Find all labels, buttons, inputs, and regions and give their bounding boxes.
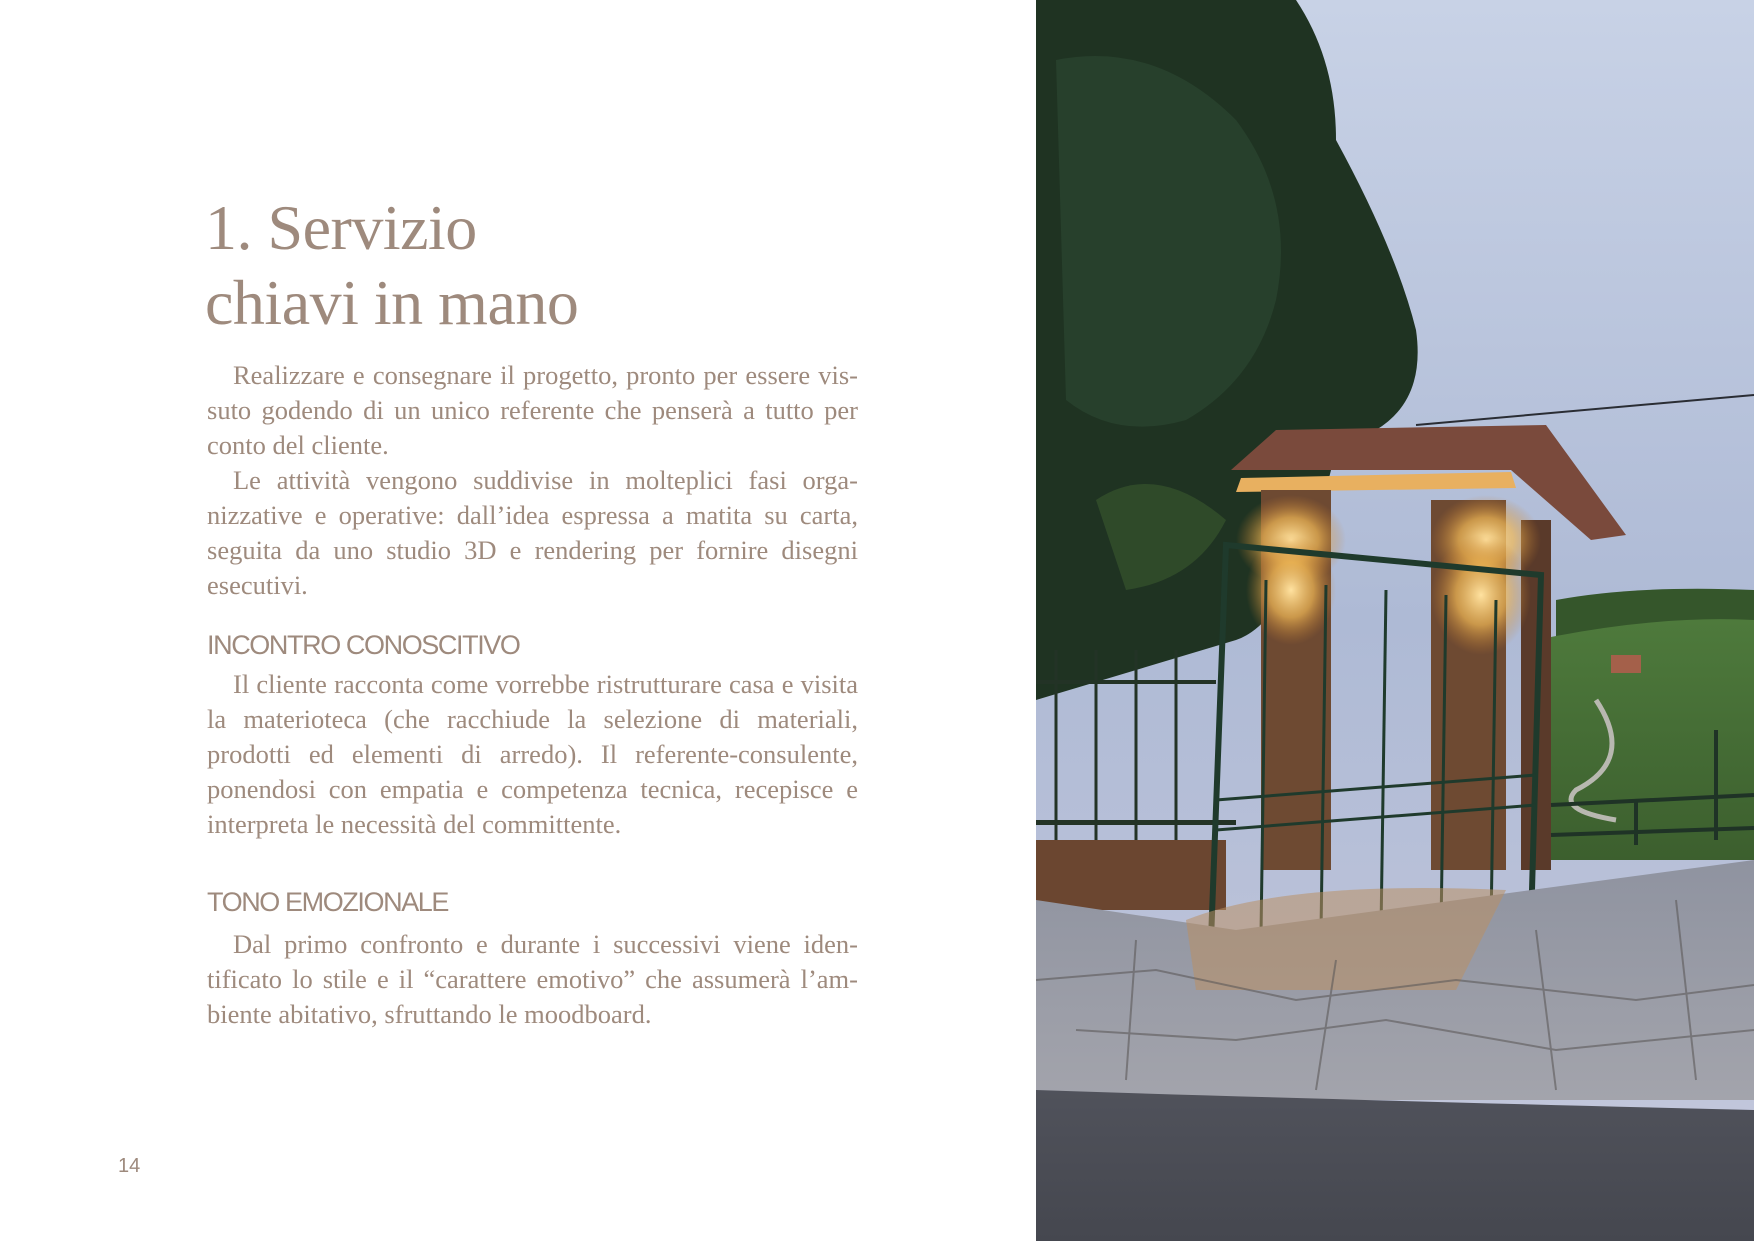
page-number: 14 — [118, 1155, 141, 1177]
title-line-2: chiavi in mano — [205, 267, 579, 338]
intro-paragraph-2: Le attività vengono suddivise in molteplici fasi organizzative e operative: dall’idea espressa a matita su carta, seguita da uno studio 3D e rendering per fornire disegni esecutivi. — [207, 465, 858, 600]
section-paragraph: Dal primo confronto e durante i successivi viene identificato lo stile e il “carattere emotivo” che assumerà l’ambiente abitativo, sfruttando le moodboard. — [207, 929, 858, 1029]
section-text-incontro — [207, 667, 858, 842]
title-line-1: 1. Servizio — [205, 192, 477, 263]
gate-photo — [1036, 0, 1754, 1241]
intro-paragraph-1: Realizzare e consegnare il progetto, pronto per essere vissuto godendo di un unico referente che penserà a tutto per conto del cliente. — [207, 360, 858, 460]
section-heading-incontro: INCONTRO CONOSCITIVO — [207, 630, 520, 660]
page-title — [205, 190, 905, 340]
section-paragraph: Il cliente racconta come vorrebbe ristrutturare casa e visita la materioteca (che racchiude la selezione di materiali, prodotti ed elementi di arredo). Il referente-consulente, ponendosi con empatia e competenza tecnica, recepisce e interpreta le necessità del committente. — [207, 669, 858, 839]
section-text-tono — [207, 927, 858, 1032]
photo-illustration — [1036, 0, 1754, 1241]
section-heading-tono: TONO EMOZIONALE — [207, 887, 449, 917]
intro-text — [207, 358, 858, 603]
